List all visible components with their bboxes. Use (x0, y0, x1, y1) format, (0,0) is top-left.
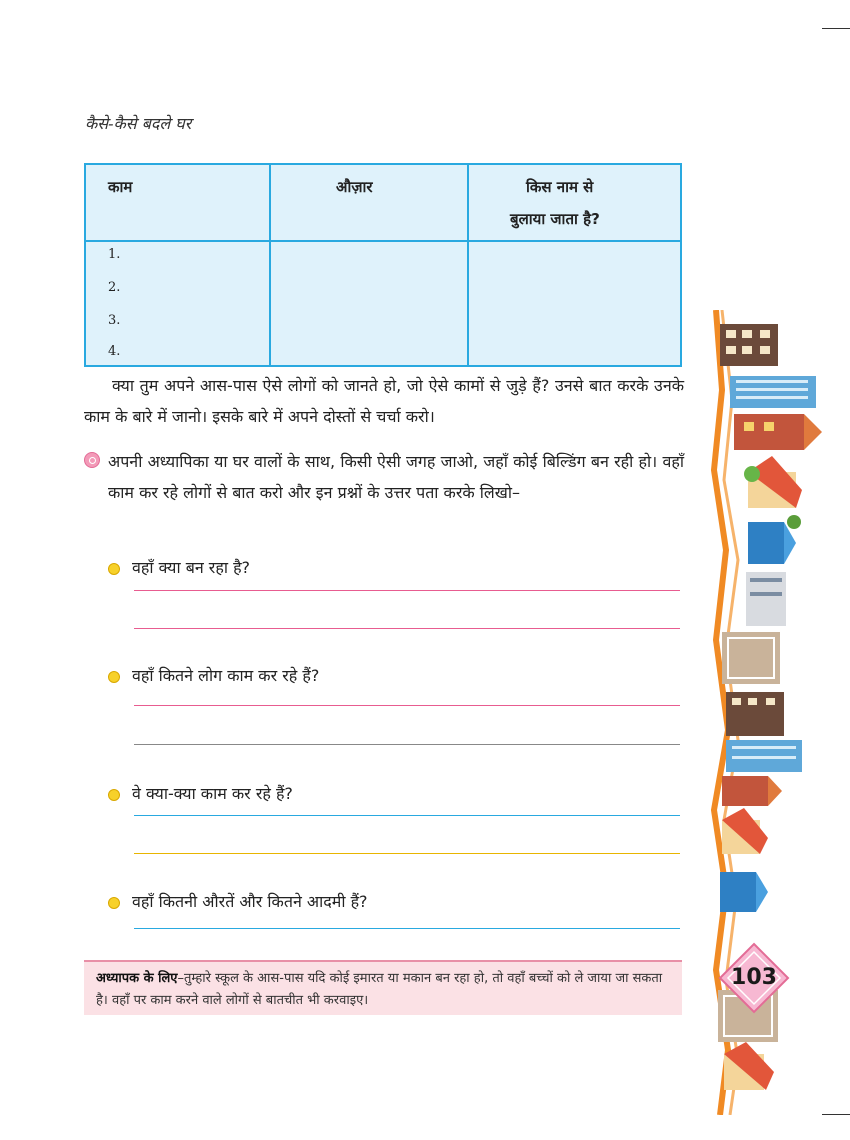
question-text: वे क्या-क्या काम कर रहे हैं? (132, 784, 293, 803)
house-icon (748, 515, 801, 564)
question-bullet-icon (108, 563, 120, 575)
building-icon (722, 632, 780, 684)
crop-mark-top (822, 28, 850, 29)
question-bullet-icon (108, 671, 120, 683)
teacher-note-label: अध्यापक के लिए (96, 971, 178, 986)
table-header-name-line2: बुलाया जाता है? (510, 210, 600, 228)
question-text: वहाँ कितने लोग काम कर रहे हैं? (132, 666, 320, 685)
table-row-number: 1. (108, 247, 121, 262)
chapter-title: कैसे-कैसे बदले घर (85, 114, 192, 133)
house-icon (720, 872, 768, 912)
question-bullet-icon (108, 789, 120, 801)
paragraph-discuss: क्या तुम अपने आस-पास ऐसे लोगों को जानते हो, जो ऐसे कामों से जुड़े हैं? उनसे बात करके उनके काम के बारे में जानो। इसके बारे में अपने दोस्तों से चर्चा करो। (84, 376, 684, 426)
building-icon (720, 324, 778, 366)
page-number: 103 (731, 965, 777, 990)
work-table (84, 163, 682, 367)
table-header-tools: औज़ार (336, 178, 373, 196)
table-divider (467, 165, 469, 365)
answer-line[interactable] (134, 928, 680, 929)
answer-line[interactable] (134, 815, 680, 816)
question-bullet-icon (108, 897, 120, 909)
house-icon (734, 414, 822, 450)
answer-line[interactable] (134, 590, 680, 591)
house-icon (724, 1042, 774, 1090)
page-number-badge (718, 942, 790, 1014)
table-row-number: 2. (108, 280, 121, 295)
table-header-name-line1: किस नाम से (526, 178, 594, 196)
table-header-work: काम (108, 178, 133, 196)
answer-line[interactable] (134, 628, 680, 629)
table-row-number: 4. (108, 344, 121, 359)
building-icon (726, 740, 802, 772)
building-icon (730, 376, 816, 408)
question-text: वहाँ कितनी औरतें और कितने आदमी हैं? (132, 892, 368, 911)
table-divider (269, 165, 271, 365)
paragraph-activity: अपनी अध्यापिका या घर वालों के साथ, किसी ऐसी जगह जाओ, जहाँ कोई बिल्डिंग बन रही हो। वहाँ काम कर रहे लोगों से बात करो और इन प्रश्नों के उत्तर पता करके लिखो– (108, 452, 684, 502)
table-header-rule (86, 240, 680, 242)
teacher-note (84, 960, 682, 1015)
question-text: वहाँ क्या बन रहा है? (132, 558, 251, 577)
answer-line[interactable] (134, 853, 680, 854)
house-icon (744, 456, 802, 508)
answer-line[interactable] (134, 744, 680, 745)
answer-line[interactable] (134, 705, 680, 706)
teacher-note-text: –तुम्हारे स्कूल के आस-पास यदि कोई इमारत या मकान बन रहा हो, तो वहाँ बच्चों को ले जाया जा सकता है। वहाँ पर काम करने वाले लोगों से बातचीत भी करवाइए। (96, 971, 663, 1008)
building-icon (726, 692, 784, 736)
house-icon (722, 776, 782, 806)
activity-bullet-icon (84, 452, 100, 468)
table-row-number: 3. (108, 313, 121, 328)
house-icon (722, 808, 768, 854)
building-icon (746, 572, 786, 626)
